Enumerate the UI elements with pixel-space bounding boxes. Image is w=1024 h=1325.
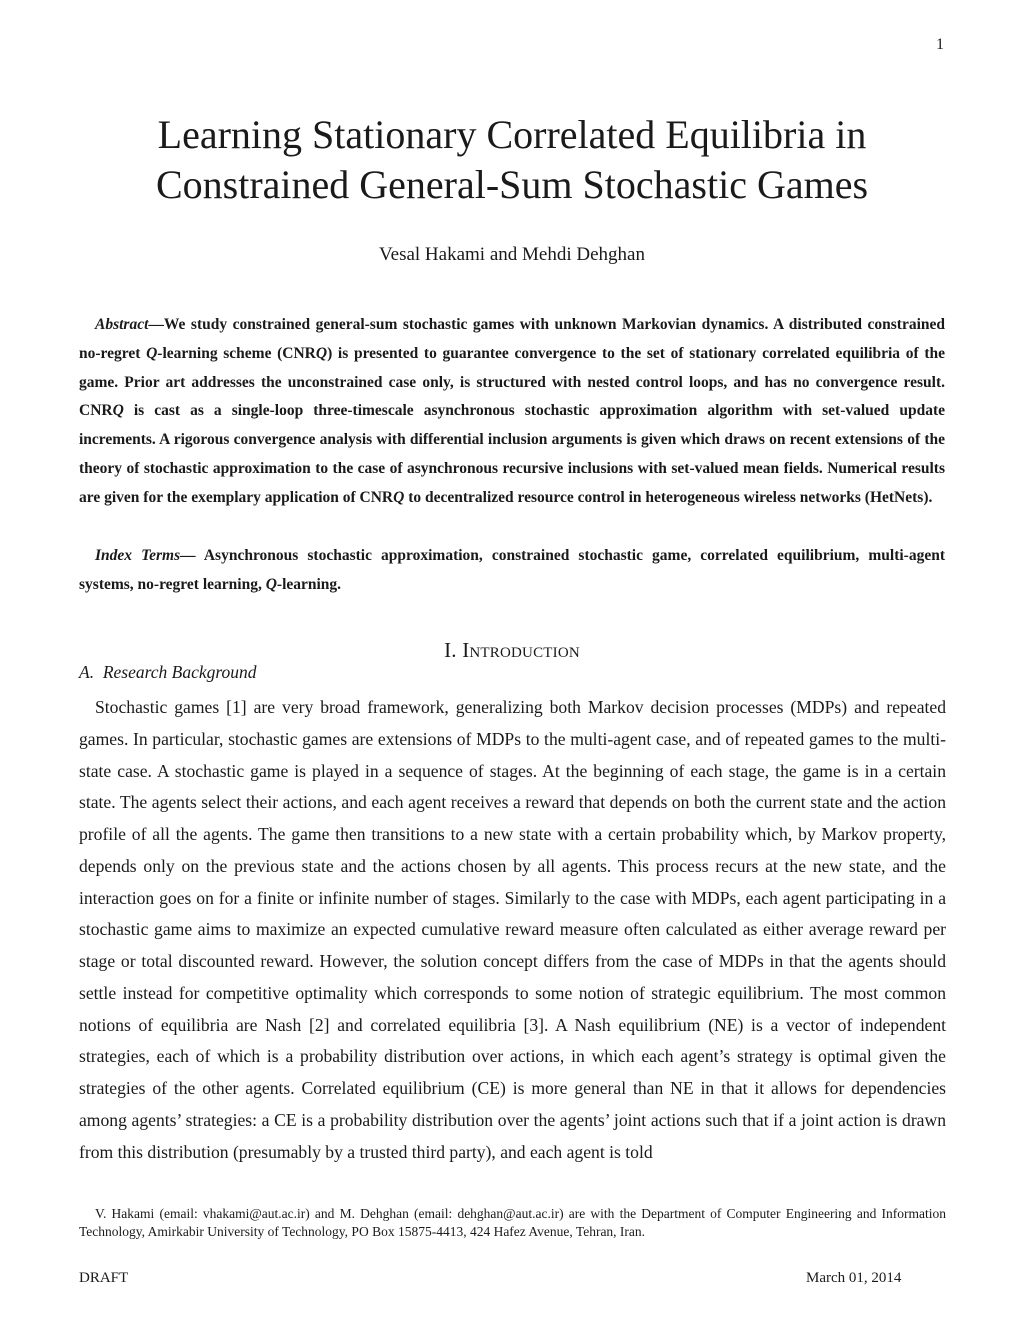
section-title: Introduction (462, 638, 580, 662)
footer-draft: DRAFT (79, 1270, 129, 1286)
subsection-title: Research Background (102, 662, 257, 682)
subsection-label: A. (79, 662, 95, 682)
footer-date: March 01, 2014 (806, 1270, 902, 1286)
abstract-text-2: -learning scheme (CNR (157, 344, 316, 362)
page-number: 1 (936, 36, 944, 53)
abstract-q-5: Q (112, 402, 124, 420)
index-terms-q-1: Q (265, 575, 277, 593)
body-paragraph (79, 692, 946, 1168)
body-text: Stochastic games [1] are very broad framework, generalizing both Markov decision processes (MDPs) and repeated games. In particular, stochastic games are extensions of MDPs to the multi-agent case, and of repeated games to the multi-state case. A stochastic game is played in a sequence of stages. At the beginning of each stage, the game is in a certain state. The agents select their actions, and each agent receives a reward that depends on both the current state and the action profile of all the agents. The game then transitions to a new state with a certain probability which, by Markov property, depends only on the previous state and the actions chosen by all agents. This process recurs at the new state, and the interaction goes on for a finite or infinite number of stages. Similarly to the case with MDPs, each agent participating in a stochastic game aims to maximize an expected cumulative reward measure often calculated as either average reward per stage or total discounted reward. However, the solution concept differs from the case of MDPs in that the agents should settle instead for competitive optimality which corresponds to some notion of strategic equilibrium. The most common notions of equilibria are Nash [2] and correlated equilibria [3]. A Nash equilibrium (NE) is a vector of independent strategies, each of which is a probability distribution over actions, in which each agent’s strategy is optimal given the strategies of the other agents. Correlated equilibrium (CE) is more general than NE in that it allows for dependencies among agents’ strategies: a CE is a probability distribution over the agents’ joint actions such that if a joint action is drawn from this distribution (presumably by a trusted third party), and each agent is told (79, 697, 946, 1162)
title-line-1: Learning Stationary Correlated Equilibria in (157, 112, 867, 157)
footnote-text: V. Hakami (email: vhakami@aut.ac.ir) and M. Dehghan (email: dehghan@aut.ac.ir) are with the Department of Computer Engineering and Information Technology, Amirkabir University of Technology, PO Box 15875-4413, 424 Hafez Avenue, Tehran, Iran. (79, 1206, 946, 1239)
title-line-2: Constrained General-Sum Stochastic Games (155, 162, 869, 207)
index-terms-text-0: Asynchronous stochastic approximation, constrained stochastic game, correlated equilibrium, multi-agent systems, no-regret learning, (79, 547, 945, 593)
abstract-q-3: Q (315, 344, 328, 362)
index-terms-text-2: -learning. (276, 575, 342, 593)
section-number: I. (444, 638, 457, 662)
index-terms-dash: — (180, 547, 196, 564)
abstract-label: Abstract (95, 316, 149, 333)
index-terms-label: Index Terms (95, 547, 181, 564)
authors: Vesal Hakami and Mehdi Dehghan (379, 244, 645, 265)
paper-title (0, 110, 1024, 210)
footnote (79, 1205, 946, 1241)
abstract-q-1: Q (146, 344, 158, 362)
subsection-heading (79, 662, 257, 683)
abstract-text-8: to decentralized resource control in heterogeneous wireless networks (HetNets). (404, 488, 933, 506)
section-heading (0, 638, 1024, 663)
abstract-text-4: ) is presented to guarantee convergence to the set of stationary correlated equilibria of the game. Prior art addresses the unconstrained case only, is structured with nested control loops, and has no convergence result. CNR (79, 344, 945, 420)
abstract-text-6: is cast as a single-loop three-timescale asynchronous stochastic approximation algorithm with set-valued update increments. A rigorous convergence analysis with differential inclusion arguments is given which draws on recent extensions of the theory of stochastic approximation to the case of asynchronous recursive inclusions with set-valued mean fields. Numerical results are given for the exemplary application of CNR (79, 402, 945, 506)
abstract-dash: — (148, 316, 164, 333)
abstract-q-7: Q (393, 488, 405, 506)
index-terms (79, 542, 945, 600)
abstract-text-0: We study constrained general-sum stochastic games with unknown Markovian dynamics. A distributed constrained no-regret (79, 316, 945, 362)
abstract (79, 311, 945, 513)
